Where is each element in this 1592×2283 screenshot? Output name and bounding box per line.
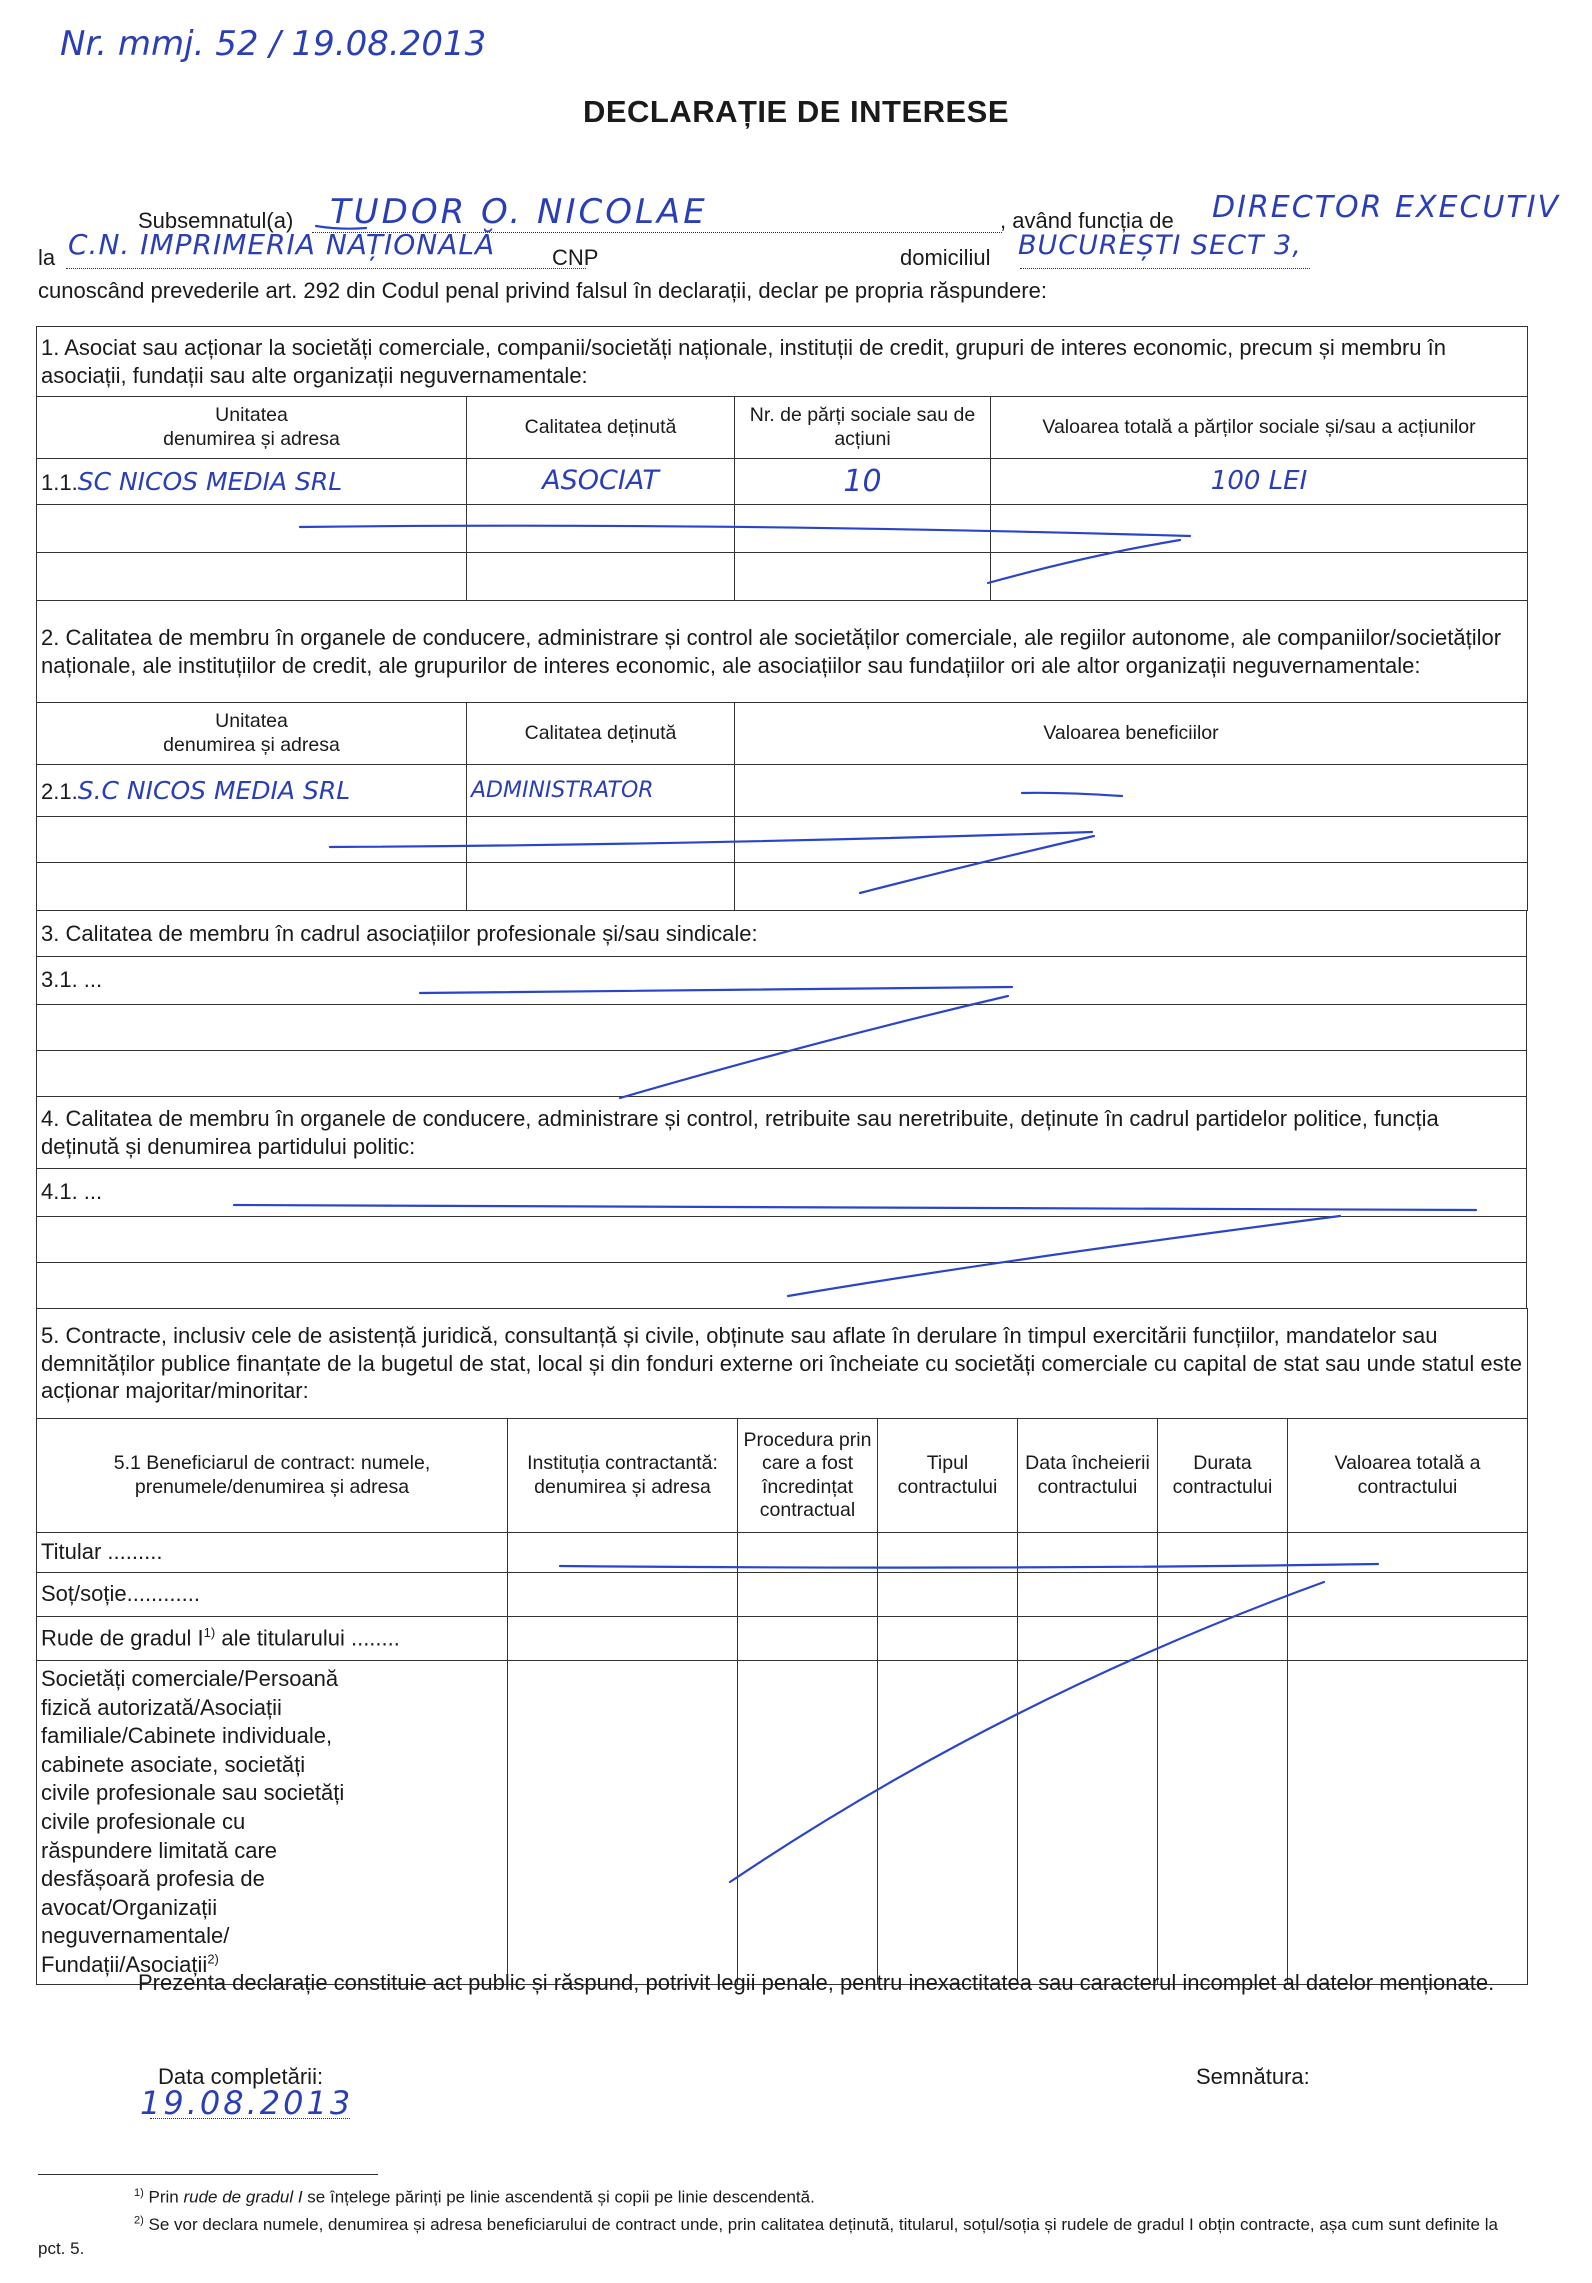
s2-empty-cell[interactable] xyxy=(467,817,735,863)
date-value[interactable]: 19.08.2013 xyxy=(140,2084,354,2122)
s1-row1-quality[interactable] xyxy=(467,459,735,505)
s5-col-type: Tipul contractului xyxy=(878,1419,1018,1533)
s5-rude-sup: 1) xyxy=(203,1625,216,1641)
s4-row1[interactable]: 4.1. ... xyxy=(37,1169,1527,1217)
section4-heading: 4. Calitatea de membru în organele de conducere, administrare și control, retribuite sau neretribuite, deținute în cadrul partidelor politice, funcția deținută și denumirea partidului politic: xyxy=(37,1097,1527,1169)
s2-col-unit-l1: Unitatea xyxy=(215,710,288,733)
s2-col-benefits: Valoarea beneficiilor xyxy=(735,703,1528,765)
s1-row1-value-value: 100 LEI xyxy=(1210,465,1308,496)
domiciliul-label: domiciliul xyxy=(900,245,991,270)
section1-table xyxy=(36,326,1528,601)
cunoscand-text: cunoscând prevederile art. 292 din Codul penal privind falsul în declarații, declar pe propria răspundere: xyxy=(38,278,1047,303)
s5-col-duration: Durata contractului xyxy=(1158,1419,1288,1533)
s2-col-unit-l2: denumirea și adresa xyxy=(163,733,340,756)
s5-societati-sup: 2) xyxy=(207,1951,219,1967)
s1-empty-cell[interactable] xyxy=(37,553,467,601)
s5-cell[interactable] xyxy=(1158,1573,1288,1617)
s2-col-quality: Calitatea deținută xyxy=(467,703,735,765)
domiciliul-value[interactable]: BUCUREȘTI SECT 3, xyxy=(1018,230,1302,261)
s5-cell[interactable] xyxy=(1158,1661,1288,1985)
footnote-divider xyxy=(38,2174,378,2175)
s5-col-beneficiary: 5.1 Beneficiarul de contract: numele, prenumele/denumirea și adresa xyxy=(37,1419,508,1533)
s1-col-value: Valoarea totală a părților sociale și/sau a acțiunilor xyxy=(991,397,1528,459)
s2-row1-unit-value: S.C NICOS MEDIA SRL xyxy=(77,775,351,805)
section3-heading: 3. Calitatea de membru în cadrul asociațiilor profesionale și/sau sindicale: xyxy=(37,911,1527,957)
s5-cell[interactable] xyxy=(878,1661,1018,1985)
closing-statement: Prezenta declarație constituie act public și răspund, potrivit legii penale, pentru inexactitatea sau caracterul incomplet al datelor menționate. xyxy=(138,1970,1495,1995)
s5-rude-text: Rude de gradul I xyxy=(41,1625,204,1651)
functia-value[interactable]: DIRECTOR EXECUTIV xyxy=(1212,190,1561,225)
s5-cell[interactable] xyxy=(1288,1617,1528,1661)
section2-table xyxy=(36,600,1528,911)
s1-row1-unit-value: SC NICOS MEDIA SRL xyxy=(77,466,343,496)
s1-row1-value[interactable] xyxy=(991,459,1528,505)
s5-cell[interactable] xyxy=(1288,1573,1528,1617)
s5-col-date: Data încheierii contractului xyxy=(1018,1419,1158,1533)
s4-empty-row[interactable] xyxy=(37,1263,1527,1309)
fn1-b: se înțelege părinți pe linie ascendentă și copii pe linie descendentă. xyxy=(302,2187,815,2207)
s1-empty-cell[interactable] xyxy=(991,553,1528,601)
fn1-a: Prin xyxy=(148,2187,184,2207)
s5-row-titular[interactable]: Titular ......... xyxy=(37,1533,508,1573)
fn2-mark: 2) xyxy=(134,2214,144,2227)
s5-cell[interactable] xyxy=(508,1573,738,1617)
s1-empty-cell[interactable] xyxy=(735,505,991,553)
s1-row1-count-value: 10 xyxy=(843,463,882,499)
s2-row1-benefits[interactable] xyxy=(735,765,1528,817)
s2-empty-cell[interactable] xyxy=(37,863,467,911)
s1-col-quality: Calitatea deținută xyxy=(467,397,735,459)
s1-row1-quality-value: ASOCIAT xyxy=(542,465,659,497)
functia-label: , având funcția de xyxy=(1000,208,1174,233)
s5-cell[interactable] xyxy=(1288,1533,1528,1573)
s1-empty-cell[interactable] xyxy=(467,505,735,553)
registration-number: Nr. mmj. 52 / 19.08.2013 xyxy=(60,24,487,64)
s2-row1-label: 2.1. xyxy=(41,778,78,804)
s5-cell[interactable] xyxy=(738,1617,878,1661)
s2-empty-cell[interactable] xyxy=(735,817,1528,863)
s5-row-societati[interactable] xyxy=(37,1661,508,1985)
s5-cell[interactable] xyxy=(1018,1661,1158,1985)
s1-col-unit xyxy=(37,397,467,459)
s5-row-rude[interactable] xyxy=(37,1617,508,1661)
s1-col-unit-l1: Unitatea xyxy=(215,404,288,427)
s4-empty-row[interactable] xyxy=(37,1217,1527,1263)
s5-cell[interactable] xyxy=(1158,1533,1288,1573)
cnp-label: CNP xyxy=(552,245,599,270)
la-label: la xyxy=(38,245,56,270)
s3-row1[interactable]: 3.1. ... xyxy=(37,957,1527,1005)
s5-cell[interactable] xyxy=(1018,1533,1158,1573)
s5-cell[interactable] xyxy=(738,1573,878,1617)
s5-cell[interactable] xyxy=(508,1533,738,1573)
section5-heading: 5. Contracte, inclusiv cele de asistență juridică, consultanță și civile, obținute sau aflate în derulare în timpul exercitării funcțiilor, mandatelor sau demnităților publice finanțate de la bugetul de stat, local și din fonduri externe ori încheiate cu societăți comerciale cu capital de stat sau unde statul este acționar majoritar/minoritar: xyxy=(37,1309,1528,1419)
s2-col-unit xyxy=(37,703,467,765)
s2-empty-cell[interactable] xyxy=(735,863,1528,911)
s5-row-sot[interactable]: Soț/soție............ xyxy=(37,1573,508,1617)
s5-cell[interactable] xyxy=(508,1661,738,1985)
s5-cell[interactable] xyxy=(1018,1617,1158,1661)
s1-empty-cell[interactable] xyxy=(467,553,735,601)
s5-cell[interactable] xyxy=(738,1661,878,1985)
fn1-italic: rude de gradul I xyxy=(183,2187,303,2207)
section5-table xyxy=(36,1308,1528,1985)
s3-empty-row[interactable] xyxy=(37,1051,1527,1097)
page-title: DECLARAȚIE DE INTERESE xyxy=(582,94,1010,129)
s5-societati-text: Societăți comerciale/Persoană fizică autorizată/Asociații familiale/Cabinete individuale, cabinete asociate, societăți civile profesionale sau societăți civile profesionale cu răspundere limitată care desfășoară profesia de avocat/Organizații neguvernamentale/ Fundații/Asociații xyxy=(41,1666,345,1977)
footnote-1 xyxy=(134,2187,815,2208)
s5-cell[interactable] xyxy=(1018,1573,1158,1617)
section2-heading: 2. Calitatea de membru în organele de conducere, administrare și control ale societăților comerciale, ale regiilor autonome, ale companiilor/societăților naționale, ale instituțiilor de credit, ale grupurilor de interes economic, ale asociațiilor sau fundațiilor ori ale altor organizații neguvernamentale: xyxy=(37,601,1528,703)
s5-col-institution: Instituția contractantă: denumirea și adresa xyxy=(508,1419,738,1533)
subsemnatul-value[interactable]: TUDOR O. NICOLAE xyxy=(330,192,708,232)
s1-empty-cell[interactable] xyxy=(991,505,1528,553)
s1-col-count: Nr. de părți sociale sau de acțiuni xyxy=(735,397,991,459)
s1-empty-cell[interactable] xyxy=(735,553,991,601)
s5-cell[interactable] xyxy=(878,1533,1018,1573)
s1-empty-cell[interactable] xyxy=(37,505,467,553)
section1-heading: 1. Asociat sau acționar la societăți comerciale, companii/societăți naționale, instituții de credit, grupuri de interes economic, precum și membru în asociații, fundații sau alte organizații neguvernamentale: xyxy=(37,327,1528,397)
s1-row1-label: 1.1. xyxy=(41,469,78,495)
date-label: Data completării: xyxy=(158,2064,324,2089)
s5-cell[interactable] xyxy=(878,1617,1018,1661)
s5-cell[interactable] xyxy=(508,1617,738,1661)
s2-row1-quality-value: ADMINISTRATOR xyxy=(471,777,654,803)
la-line xyxy=(66,268,586,269)
footnote-2 xyxy=(38,2213,1528,2261)
s2-row1-quality[interactable] xyxy=(467,765,735,817)
s5-rude-end: ale titularului ........ xyxy=(215,1625,400,1651)
s5-cell[interactable] xyxy=(738,1533,878,1573)
section4-table xyxy=(36,1096,1527,1309)
section3-table xyxy=(36,910,1527,1097)
s2-empty-cell[interactable] xyxy=(467,863,735,911)
s5-col-value: Valoarea totală a contractului xyxy=(1288,1419,1528,1533)
s2-row1-unit[interactable] xyxy=(37,765,467,817)
s1-col-unit-l2: denumirea și adresa xyxy=(163,427,340,450)
subsemnatul-label: Subsemnatul(a) xyxy=(138,208,294,233)
fn1-mark: 1) xyxy=(134,2187,144,2199)
s5-cell[interactable] xyxy=(1158,1617,1288,1661)
s5-cell[interactable] xyxy=(878,1573,1018,1617)
s2-empty-cell[interactable] xyxy=(37,817,467,863)
s1-row1-count[interactable] xyxy=(735,459,991,505)
s3-empty-row[interactable] xyxy=(37,1005,1527,1051)
s1-row1-unit[interactable] xyxy=(37,459,467,505)
fn2-text: Se vor declara numele, denumirea și adresa beneficiarului de contract unde, prin calitatea deținută, titularul, soțul/soția și rudele de gradul I obțin contracte, așa cum sunt definite la pct. 5. xyxy=(38,2215,1498,2258)
domiciliul-line xyxy=(1020,268,1310,269)
la-value[interactable]: C.N. IMPRIMERIA NAȚIONALĂ xyxy=(68,228,496,261)
s5-cell[interactable] xyxy=(1288,1661,1528,1985)
signature-label: Semnătura: xyxy=(1196,2064,1310,2089)
s5-col-procedure: Procedura prin care a fost încredințat contractual xyxy=(738,1419,878,1533)
